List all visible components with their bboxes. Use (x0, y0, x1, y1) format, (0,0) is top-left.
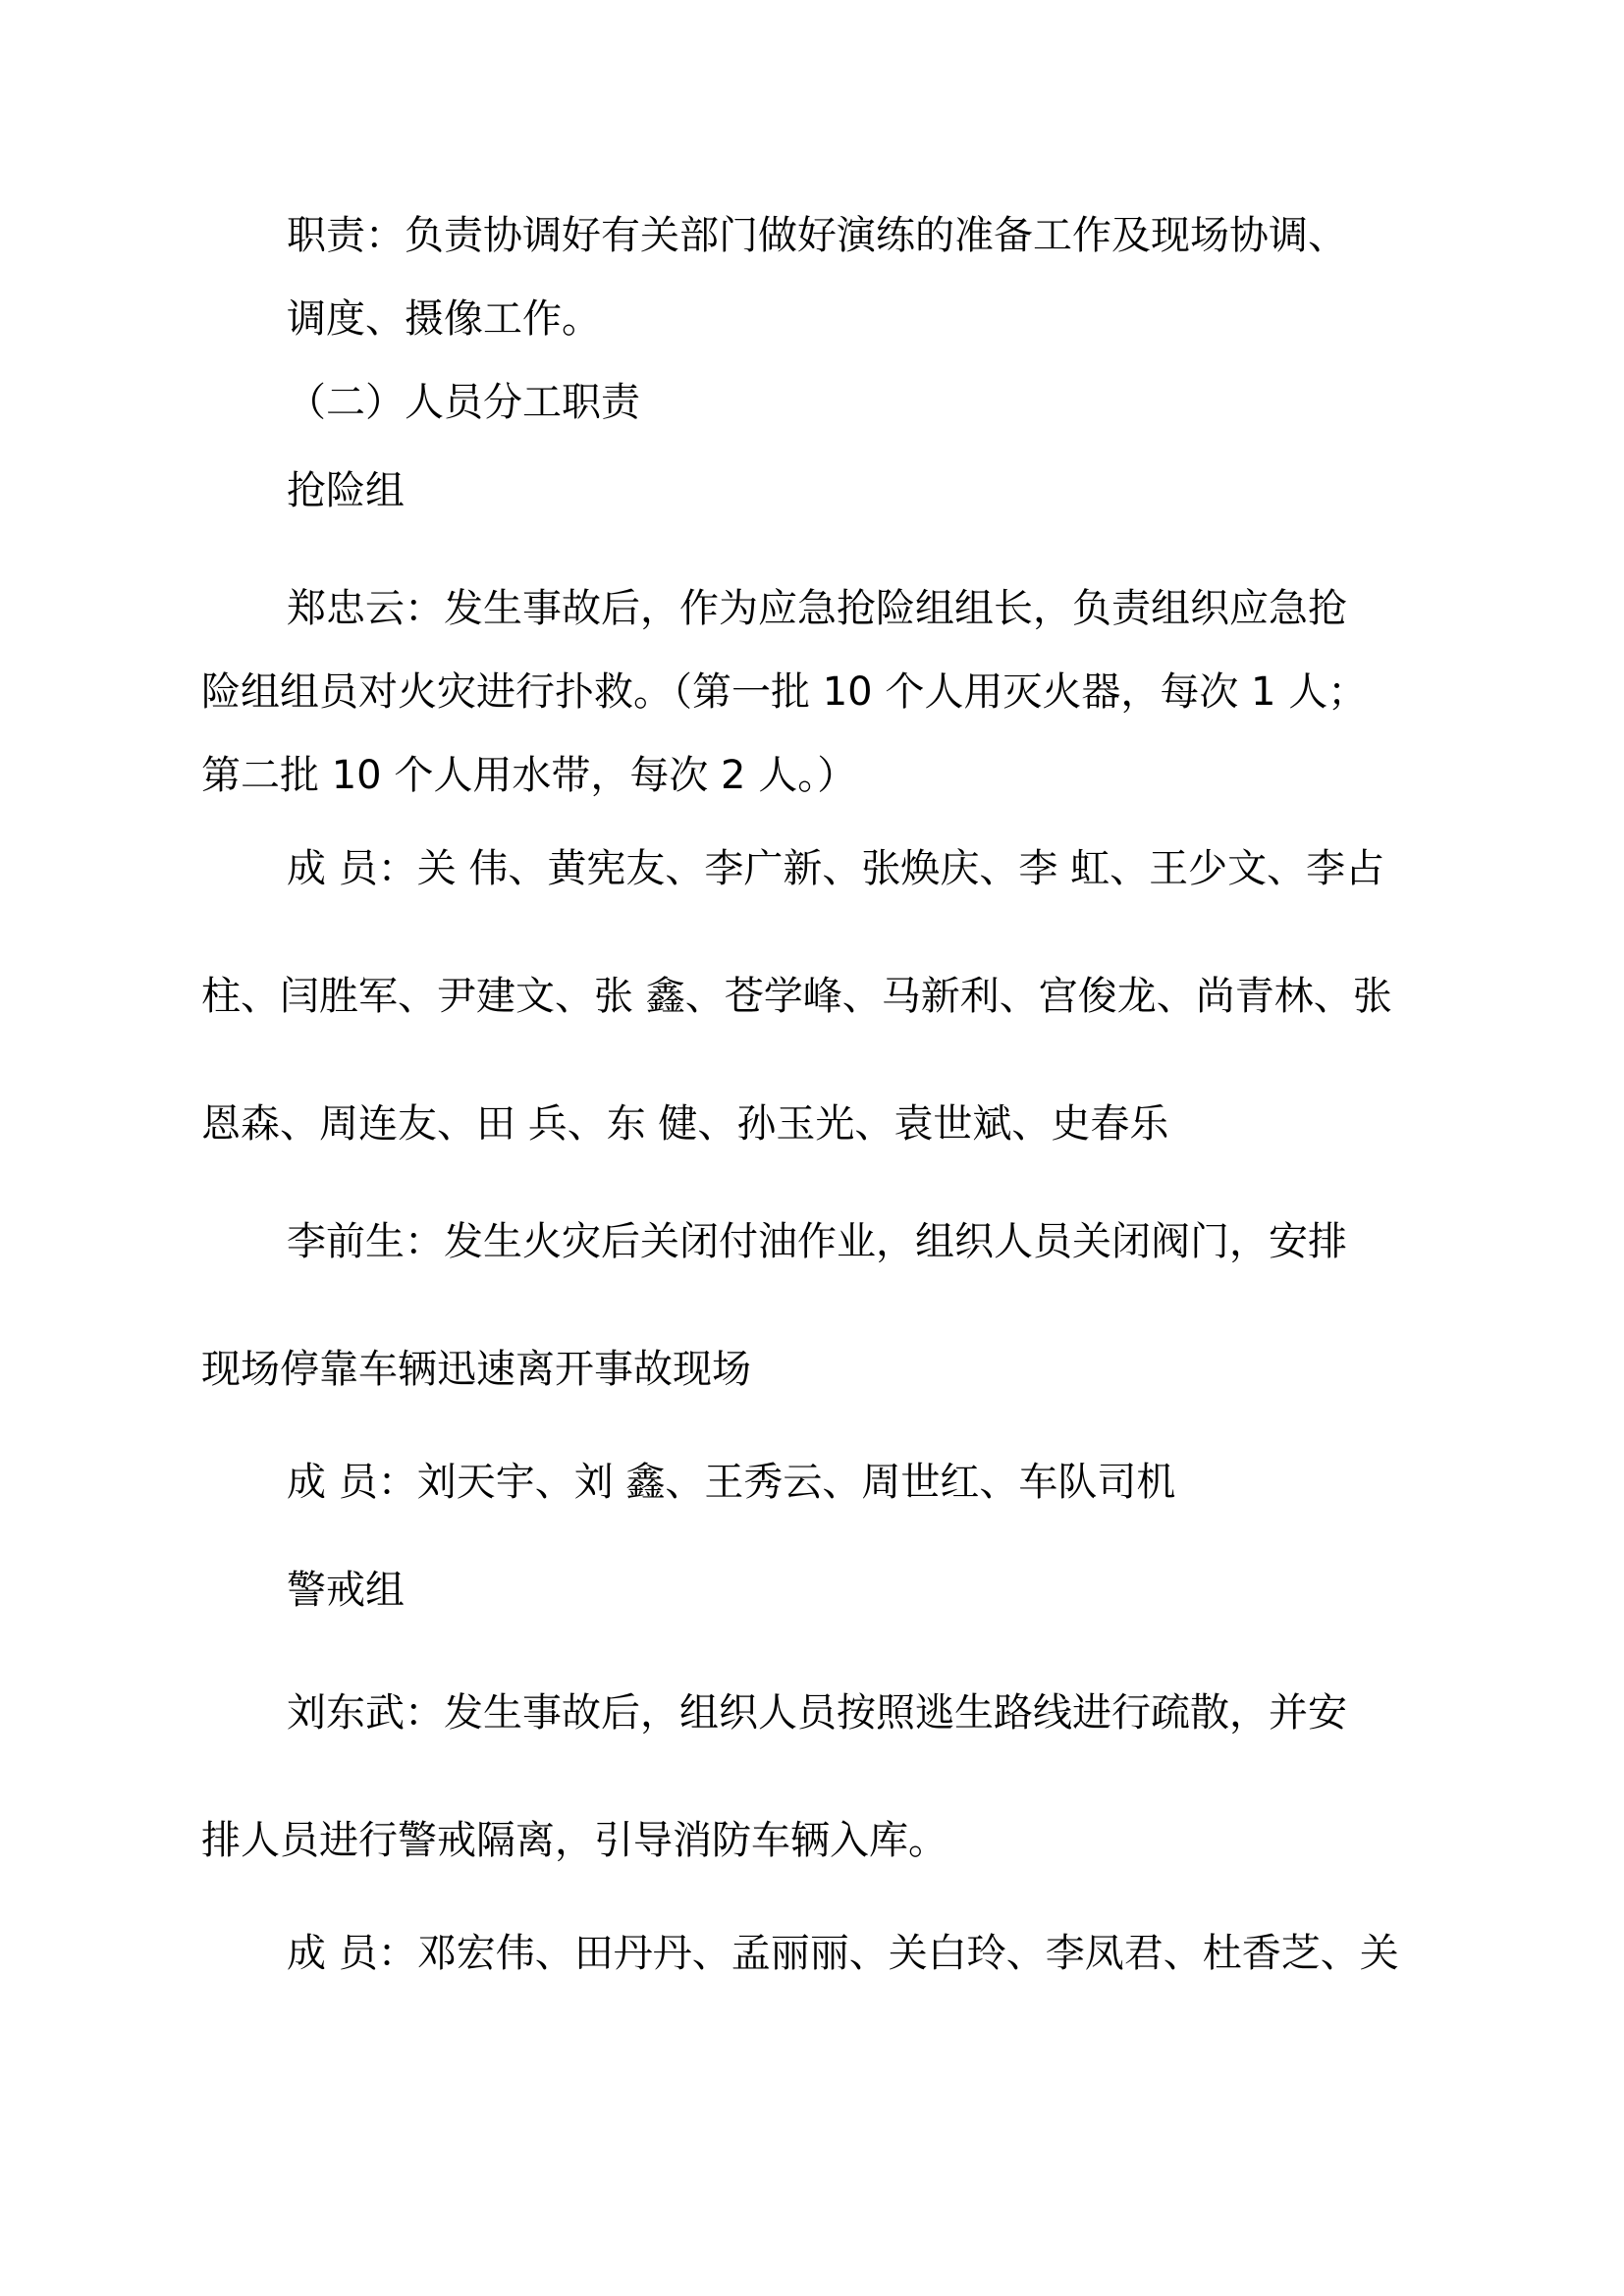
group-heading-guard: 警戒组 (287, 1568, 405, 1613)
group-heading-rescue: 抢险组 (287, 468, 405, 513)
guard-leader-line-2: 排人员进行警戒隔离，引导消防车辆入库。 (201, 1818, 947, 1863)
guard-members-line-1: 成 员：邓宏伟、田丹丹、孟丽丽、关白玲、李凤君、杜香芝、关 (287, 1931, 1399, 1976)
rescue-members-line-3: 恩森、周连友、田 兵、东 健、孙玉光、袁世斌、史春乐 (201, 1101, 1169, 1147)
rescue-members-line-1: 成 员：关 伟、黄宪友、李广新、张焕庆、李 虹、王少文、李占 (287, 846, 1385, 891)
rescue-leader-line-2: 险组组员对火灾进行扑救。（第一批 10 个人用灭火器，每次 1 人； (201, 669, 1368, 715)
valve-leader-line-2: 现场停靠车辆迅速离开事故现场 (201, 1347, 751, 1392)
valve-members-line: 成 员：刘天宇、刘 鑫、王秀云、周世红、车队司机 (287, 1460, 1176, 1505)
rescue-leader-line-3: 第二批 10 个人用水带，每次 2 人。） (201, 753, 857, 798)
rescue-leader-line-1: 郑忠云：发生事故后，作为应急抢险组组长，负责组织应急抢 (287, 586, 1347, 631)
valve-leader-line-1: 李前生：发生火灾后关闭付油作业，组织人员关闭阀门，安排 (287, 1219, 1347, 1264)
duty-line-1: 职责：负责协调好有关部门做好演练的准备工作及现场协调、 (287, 213, 1347, 258)
rescue-members-line-2: 柱、闫胜军、尹建文、张 鑫、苍学峰、马新利、宫俊龙、尚青林、张 (201, 974, 1392, 1019)
section-heading: （二）人员分工职责 (287, 380, 640, 425)
guard-leader-line-1: 刘东武：发生事故后，组织人员按照逃生路线进行疏散，并安 (287, 1690, 1347, 1735)
duty-line-2: 调度、摄像工作。 (287, 296, 601, 342)
